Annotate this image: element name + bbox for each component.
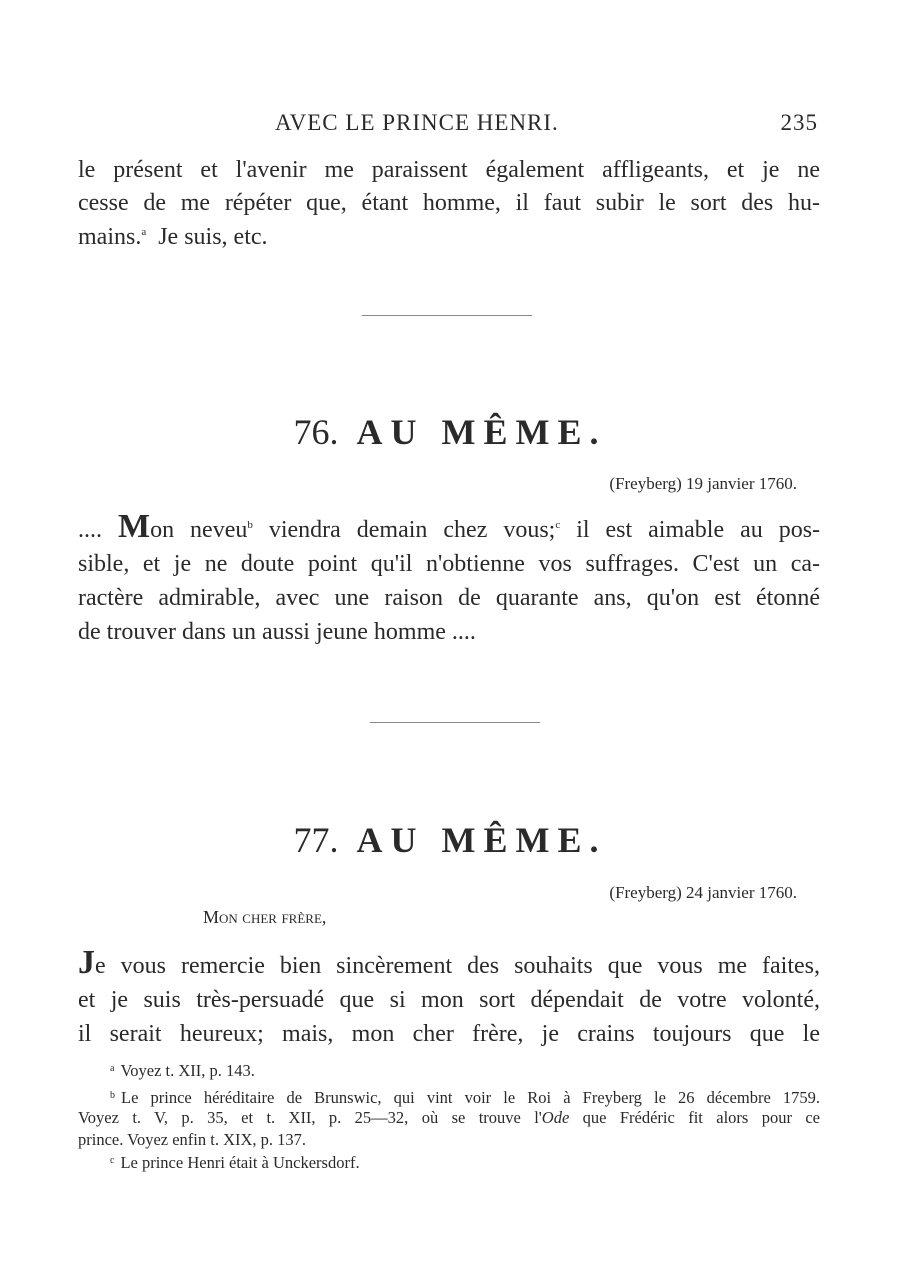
text: Voyez t. XII, p. 143.: [120, 1061, 255, 1080]
text: Le prince Henri était à Unckersdorf.: [120, 1153, 360, 1172]
letter-heading: [0, 407, 900, 457]
footnote-ref: c: [555, 519, 561, 531]
text-line: cesse de me répéter que, étant homme, il faut subir le sort des hu-: [78, 190, 820, 216]
footnote-b-line: [78, 1107, 820, 1129]
text-line: [78, 944, 820, 983]
letter-title: AU MÊME.: [356, 820, 607, 860]
initial-letter: M: [117, 508, 151, 545]
letter-heading: [0, 815, 900, 865]
letter-date: (Freyberg) 19 janvier 1760.: [609, 474, 797, 493]
divider: [370, 722, 540, 723]
text: que Frédéric fit alors pour ce: [569, 1108, 820, 1127]
letter-title: AU MÊME.: [356, 412, 607, 452]
footnote-b-line: prince. Voyez enfin t. XIX, p. 137.: [78, 1130, 307, 1149]
text: on neveu: [150, 517, 248, 543]
text: viendra demain chez vous;: [268, 517, 556, 543]
text: il est aimable au pos-: [576, 517, 821, 543]
footnote-ref: a: [141, 226, 147, 238]
footnote-mark: c: [110, 1155, 115, 1166]
initial-letter: J: [78, 944, 95, 981]
letter-number: 76.: [293, 412, 339, 452]
divider: [362, 315, 532, 316]
page-number: 235: [780, 110, 818, 135]
text: e vous remercie bien sincèrement des souhaits que vous me faites,: [95, 953, 820, 979]
letter-date: (Freyberg) 24 janvier 1760.: [609, 883, 797, 902]
text: Voyez t. V, p. 35, et t. XII, p. 25—32, où se trouve l': [78, 1108, 542, 1127]
footnote-a: [110, 1060, 820, 1082]
text-line: [78, 220, 820, 254]
footnote-mark: b: [110, 1090, 115, 1101]
text: mains.: [78, 224, 142, 250]
footnote-mark: a: [110, 1063, 115, 1074]
text: Je suis, etc.: [158, 224, 268, 250]
footnote-b: [110, 1087, 820, 1109]
text-line: il serait heureux; mais, mon cher frère, je crains toujours que le: [78, 1021, 820, 1047]
letter-number: 77.: [293, 820, 339, 860]
text-line: de trouver dans un aussi jeune homme ....: [78, 619, 476, 645]
text-line: et je suis très-persuadé que si mon sort dépendait de votre volonté,: [78, 987, 820, 1013]
text: Ode: [541, 1108, 570, 1127]
text-line: ractère admirable, avec une raison de quarante ans, qu'on est étonné: [78, 585, 820, 611]
ellipsis: ....: [78, 517, 102, 543]
text-line: sible, et je ne doute point qu'il n'obtienne vos suffrages. C'est un ca-: [78, 551, 820, 577]
footnote-c: [110, 1152, 820, 1174]
footnote-ref: b: [247, 519, 253, 531]
salutation: Mon cher frère,: [203, 907, 327, 927]
running-title: AVEC LE PRINCE HENRI.: [275, 110, 559, 135]
text: Le prince héréditaire de Brunswic, qui vint voir le Roi à Freyberg le 26 décembre 1759.: [121, 1088, 820, 1107]
text-line: [78, 508, 821, 547]
text-line: le présent et l'avenir me paraissent également affligeants, et je ne: [78, 157, 820, 183]
